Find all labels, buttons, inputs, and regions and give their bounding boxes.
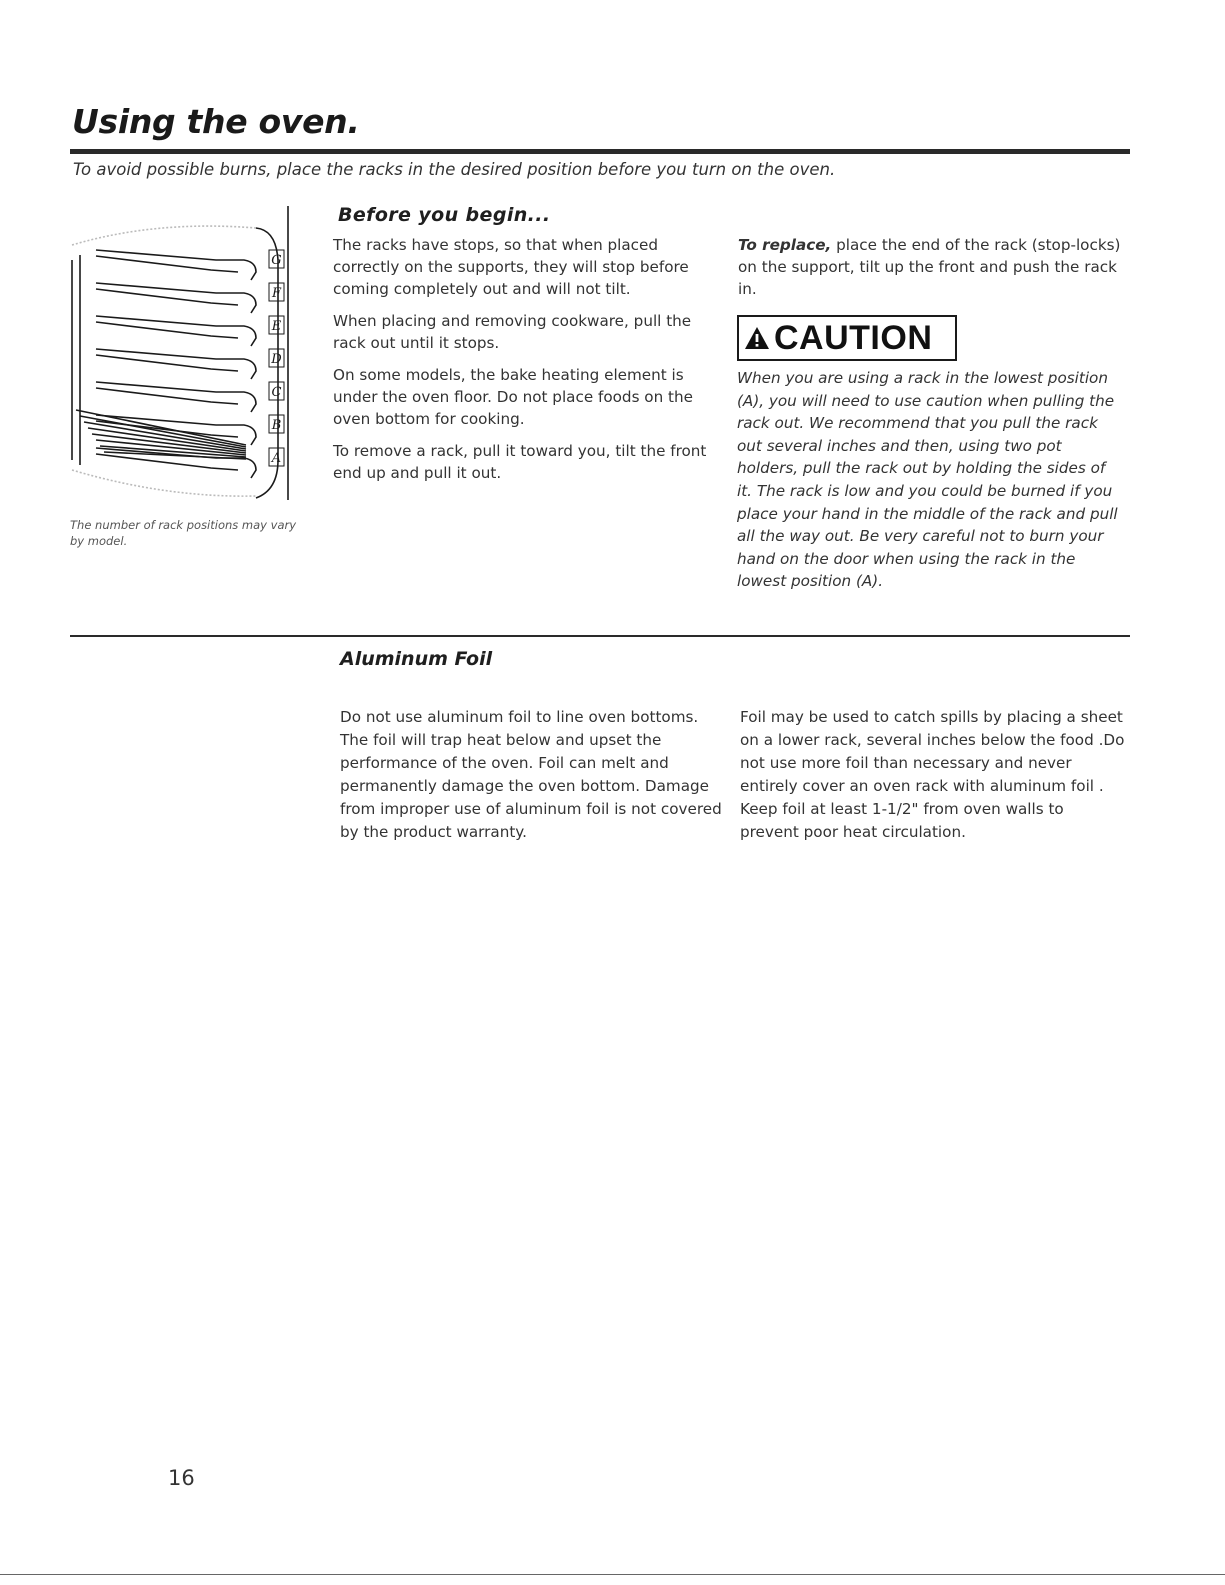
rack-label-g: G — [271, 253, 282, 268]
paragraph-placing-cookware: When placing and removing cookware, pull the rack out until it stops. — [333, 312, 692, 352]
paragraph-replace-rack — [738, 234, 1123, 300]
caution-label: CAUTION — [774, 318, 933, 357]
page-subtitle: To avoid possible burns, place the racks in the desired position before you turn on the oven. — [73, 160, 836, 179]
title-rule — [70, 149, 1130, 154]
section-heading-aluminum-foil: Aluminum Foil — [340, 648, 493, 670]
rack-label-a: A — [271, 451, 282, 466]
section1-left-column — [333, 234, 718, 494]
page-title: Using the oven. — [72, 102, 360, 141]
section-heading-before-you-begin: Before you begin... — [338, 204, 551, 226]
caution-box — [737, 315, 957, 361]
rack-label-f: F — [271, 286, 282, 301]
paragraph-remove-rack: To remove a rack, pull it toward you, tilt the front end up and pull it out. — [333, 442, 707, 482]
rack-support-lower — [96, 454, 238, 470]
rack-label-d: D — [271, 352, 282, 367]
section-divider — [70, 635, 1130, 637]
paragraph-bake-element: On some models, the bake heating element is under the oven floor. Do not place foods on the oven bottom for cooking. — [333, 366, 693, 428]
rack-label-e: E — [271, 319, 282, 334]
rack-label-c: C — [271, 385, 282, 400]
rack-label-b: B — [271, 418, 282, 433]
warning-triangle-icon — [744, 326, 770, 350]
rack-support-lower — [96, 388, 238, 404]
replace-text: place the end of the rack (stop-locks) on the support, tilt up the front and push the rack in. — [738, 236, 1121, 298]
bottom-rule — [0, 1574, 1225, 1575]
rack-support-lower — [96, 322, 238, 338]
caution-text: When you are using a rack in the lowest position (A), you will need to use caution when pulling the rack out. We recommend that you pull the rack out several inches and then, using two pot holders, pull the rack out by holding the sides of it. The rack is low and you could be burned if you place your hand in the middle of the rack and pull all the way out. Be very careful not to burn your hand on the door when using the rack in the lowest position (A). — [737, 369, 1118, 591]
oven-rack — [76, 410, 246, 459]
illustration-caption: The number of rack positions may vary by model. — [70, 518, 297, 548]
page-number: 16 — [168, 1466, 195, 1490]
aluminum-foil-left-paragraph: Do not use aluminum foil to line oven bottoms. The foil will trap heat below and upset the performance of the oven. Foil can melt and permanently damage the oven bottom. Damage from improper use of aluminum foil is not covered by the product warranty. — [340, 708, 722, 841]
rack-support-lower — [96, 256, 238, 272]
oven-rack-illustration — [66, 200, 316, 505]
replace-lead: To replace, — [738, 236, 832, 254]
section1-right-column — [738, 234, 1123, 310]
rack-support-lower — [96, 289, 238, 305]
aluminum-foil-right-paragraph: Foil may be used to catch spills by placing a sheet on a lower rack, several inches below the food .Do not use more foil than necessary and never entirely cover an oven rack with aluminum foil . Keep foil at least 1-1/2" from oven walls to prevent poor heat circulation. — [740, 708, 1125, 841]
paragraph-rack-stops: The racks have stops, so that when placed correctly on the supports, they will stop before coming completely out and will not tilt. — [333, 236, 689, 298]
rack-support-lower — [96, 355, 238, 371]
